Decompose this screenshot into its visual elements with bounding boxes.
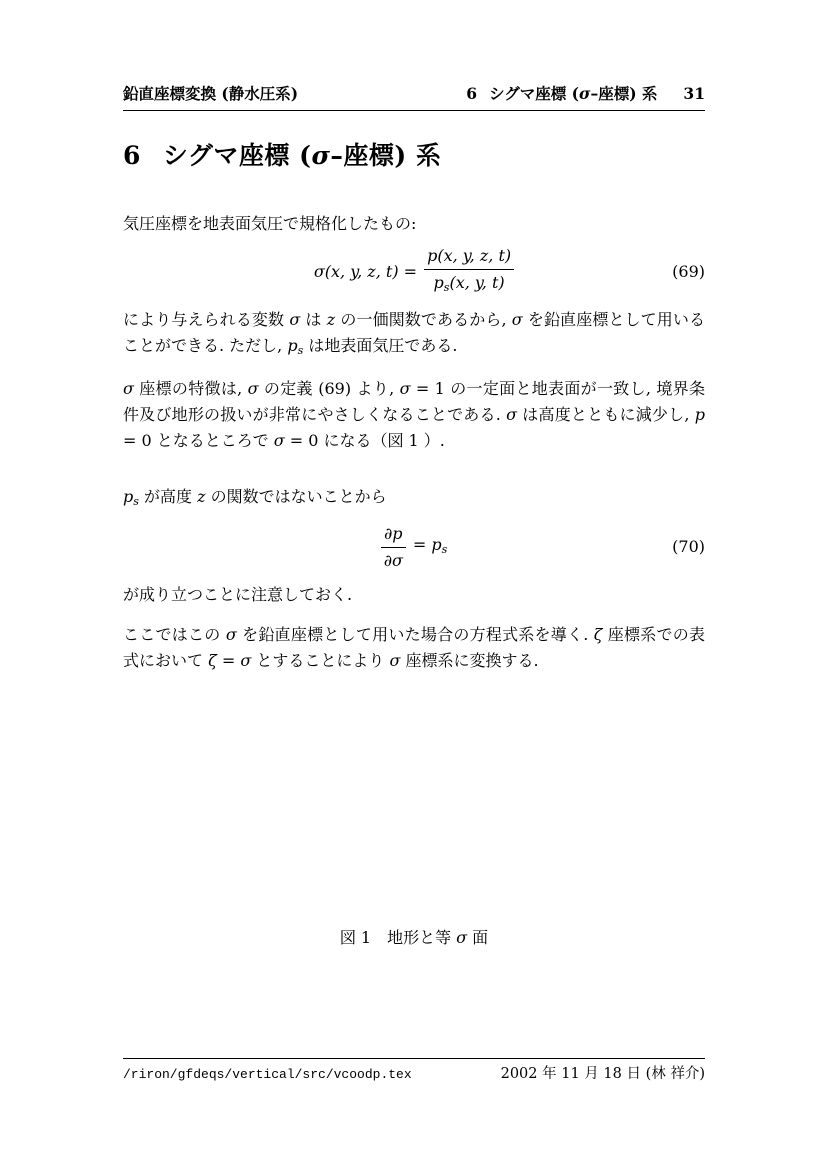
fraction [424, 245, 514, 299]
equation-number: (69) [672, 262, 705, 281]
paragraph-sigma-definition: により与えられる変数 σ は z の一価関数であるから, σ を鉛直座標として用いることができる. ただし, ps は地表面気圧である. [123, 310, 706, 357]
section-number: 6 [123, 141, 141, 170]
running-header [123, 85, 705, 111]
source-file-path: /riron/gfdeqs/vertical/src/vcoodp.tex [123, 1067, 412, 1082]
date-author: 2002 年 11 月 18 日 (林 祥介) [500, 1066, 705, 1082]
equation-70 [123, 521, 705, 572]
paragraph-intro: 気圧座標を地表面気圧で規格化したもの: [123, 214, 417, 233]
fraction-numerator: p(x, y, z, t) [427, 246, 512, 265]
paragraph-derivation: ここではこの σ を鉛直座標として用いた場合の方程式系を導く. ζ 座標系での表式において ζ = σ とすることにより σ 座標系に変換する. [123, 625, 705, 670]
paragraph-holds-note: が成り立つことに注意しておく. [123, 585, 353, 604]
running-header-section-title: シグマ座標 (σ–座標) 系 [489, 84, 658, 103]
figure-caption: 図 1 地形と等 σ 面 [339, 928, 489, 947]
text-column [123, 0, 705, 951]
running-header-section-number: 6 [466, 84, 478, 103]
section-title [123, 141, 705, 171]
fraction-denominator: ps(x, y, t) [424, 269, 514, 299]
equation-number: (70) [672, 536, 705, 556]
running-header-left: 鉛直座標変換 (静水圧系) [123, 84, 299, 103]
running-header-right [466, 85, 705, 103]
paragraph-sigma-features: σ 座標の特徴は, σ の定義 (69) より, σ = 1 の一定面と地表面が一致し, 境界条件及び地形の扱いが非常にやさしくなることである. σ は高度とともに減少し, p = 0 となるところで σ = 0 になる（図 1 ）. [123, 379, 705, 450]
equation-70-rhs: = ps [412, 535, 448, 556]
fraction-numerator: ∂p [384, 524, 403, 543]
fraction [381, 523, 406, 572]
equation-70-body [381, 523, 448, 572]
paragraph-ps-note: ps が高度 z の関数ではないことから [123, 487, 387, 508]
page-footer [123, 1058, 705, 1084]
equation-69 [123, 245, 705, 299]
equation-69-lhs: σ(x, y, z, t) = [313, 262, 418, 281]
fraction-denominator: ∂σ [381, 547, 406, 572]
equation-69-body [314, 245, 514, 299]
page-number: 31 [683, 84, 705, 103]
section-title-text: シグマ座標 (σ–座標) 系 [162, 141, 442, 170]
